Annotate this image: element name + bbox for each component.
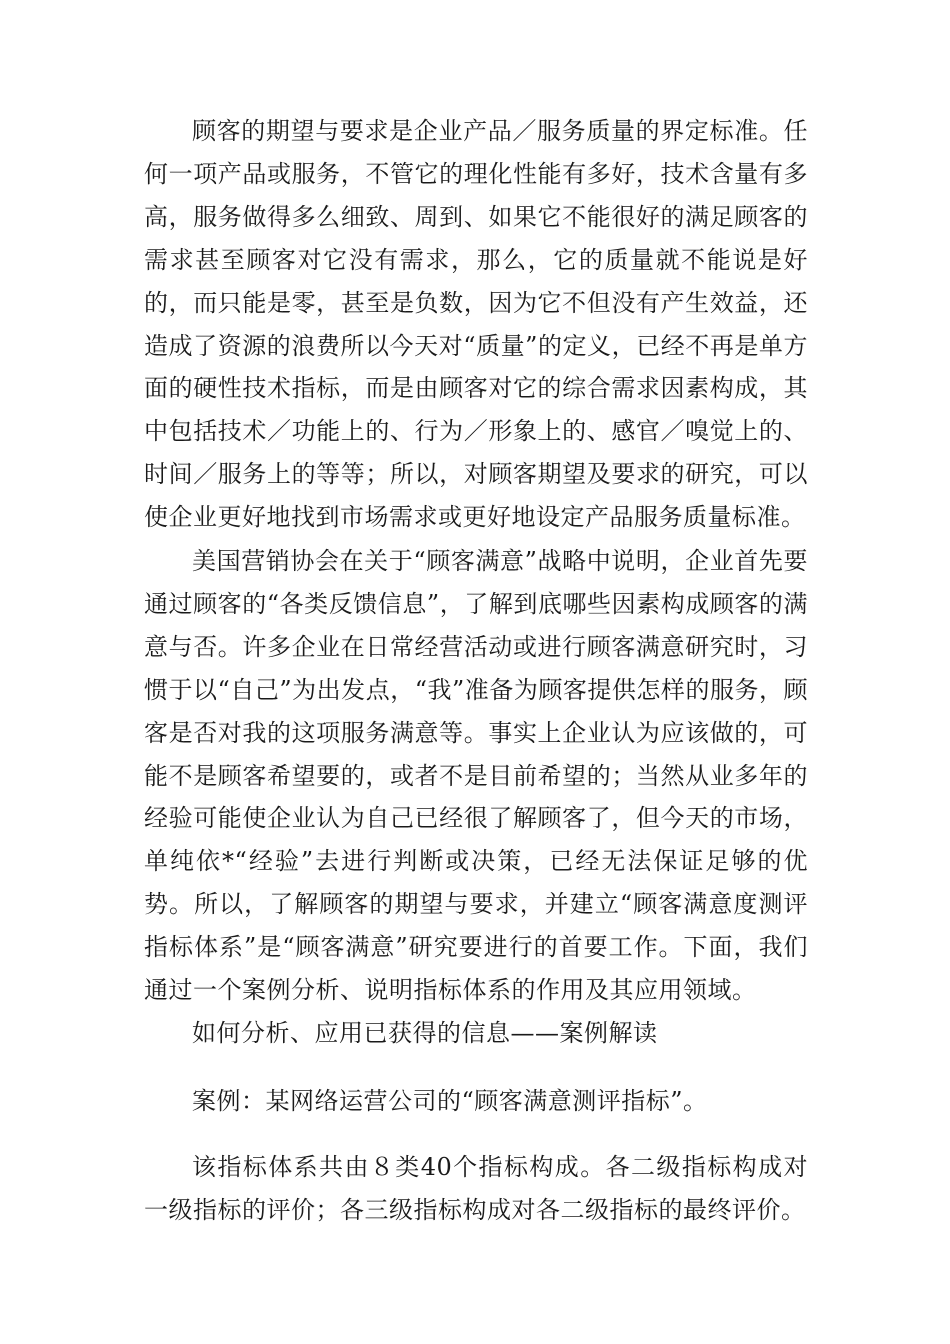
paragraph-2: 美国营销协会在关于“顾客满意”战略中说明，企业首先要通过顾客的“各类反馈信息”，了解到底哪些因素构成顾客的满意与否。许多企业在日常经营活动或进行顾客满意研究时，习惯于以“自己”为出发点，“我”准备为顾客提供怎样的服务，顾客是否对我的这项服务满意等。事实上企业认为应该做的，可能不是顾客希望要的，或者不是目前希望的；当然从业多年的经验可能使企业认为自己已经很了解顾客了，但今天的市场，单纯依*“经验”去进行判断或决策，已经无法保证足够的优势。所以，了解顾客的期望与要求，并建立“顾客满意度测评指标体系”是“顾客满意”研究要进行的首要工作。下面，我们通过一个案例分析、说明指标体系的作用及其应用领域。: [144, 547, 808, 1005]
section-heading: 如何分析、应用已获得的信息——案例解读: [192, 1019, 658, 1047]
paragraph-1: 顾客的期望与要求是企业产品／服务质量的界定标准。任何一项产品或服务，不管它的理化性能有多好，技术含量有多高，服务做得多么细致、周到、如果它不能很好的满足顾客的需求甚至顾客对它没有需求，那么，它的质量就不能说是好的，而只能是零，甚至是负数，因为它不但没有产生效益，还造成了资源的浪费所以今天对“质量”的定义，已经不再是单方面的硬性技术指标，而是由顾客对它的综合需求因素构成，其中包括技术／功能上的、行为／形象上的、感官／嗅觉上的、时间／服务上的等等；所以，对顾客期望及要求的研究，可以使企业更好地找到市场需求或更好地设定产品服务质量标准。: [144, 117, 808, 532]
case-title: 案例：某网络运营公司的“顾客满意测评指标”。: [192, 1087, 708, 1115]
paragraph-3: 该指标体系共由８类40个指标构成。各二级指标构成对一级指标的评价；各三级指标构成对各二级指标的最终评价。: [144, 1153, 808, 1224]
